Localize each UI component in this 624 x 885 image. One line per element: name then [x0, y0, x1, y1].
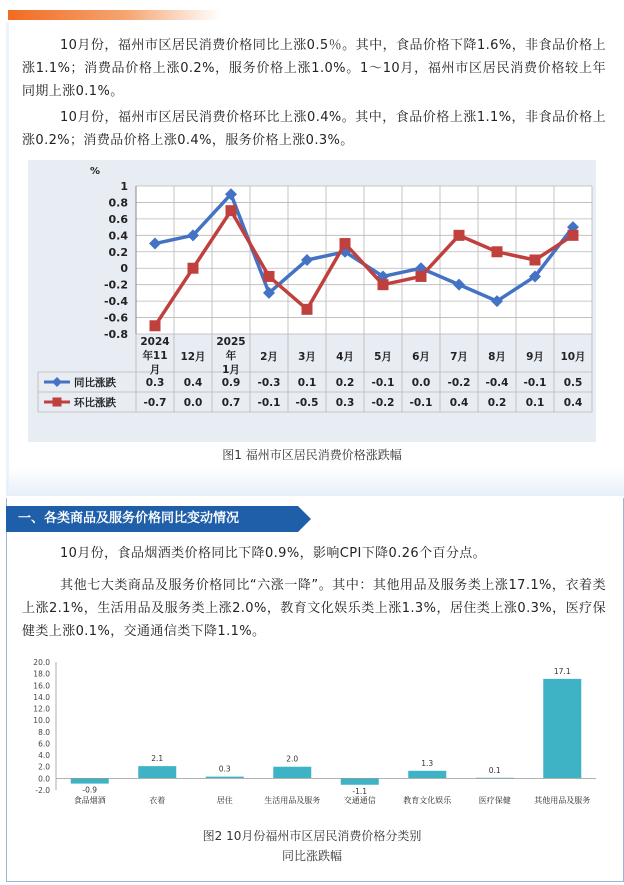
series-point-mom	[568, 230, 579, 241]
table-value: 0.5	[563, 377, 583, 389]
table-value: -0.2	[371, 397, 395, 409]
y-tick-label: 14.0	[33, 692, 50, 702]
bar	[138, 766, 176, 778]
section-header: 一、各类商品及服务价格同比变动情况	[6, 506, 298, 532]
y-tick-label: 6.0	[38, 739, 50, 749]
table-value: -0.1	[409, 397, 433, 409]
x-tick-label: 7月	[450, 351, 468, 363]
y-tick-label: 4.0	[38, 751, 50, 761]
x-tick-label: 衣着	[149, 796, 166, 805]
paragraph-mom-text: 10月份，福州市区居民消费价格环比上涨0.4%。其中，食品价格上涨1.1%，非食品价格上涨0.2%；消费品价格上涨0.4%，服务价格上涨0.3%。	[22, 110, 606, 148]
y-axis-unit: %	[90, 166, 101, 177]
bar	[408, 771, 446, 779]
y-tick-label: 0	[120, 262, 128, 276]
table-value: 0.3	[335, 397, 355, 409]
table-value: 0.4	[563, 397, 583, 409]
y-tick-label: 0.6	[108, 212, 128, 226]
y-tick-label: -0.2	[103, 278, 128, 292]
x-tick-label: 1月	[222, 364, 240, 376]
series-point-mom	[416, 271, 427, 282]
y-tick-label: 10.0	[33, 716, 50, 726]
cpi-line-chart	[28, 160, 596, 442]
bar-value-label: 0.1	[488, 765, 501, 775]
series-point-mom	[150, 320, 161, 331]
x-tick-label: 3月	[298, 351, 316, 363]
y-tick-label: 0.4	[108, 229, 128, 243]
paragraph-categories-text: 其他七大类商品及服务价格同比“六涨一降”。其中：其他用品及服务类上涨17.1%，衣着类上涨2.1%，生活用品及服务类上涨2.0%，教育文化娱乐类上涨1.3%，居住类上涨0.3%，医疗保健类上涨0.1%，交通通信类下降1.1%。	[22, 578, 606, 639]
x-tick-label: 6月	[412, 351, 430, 363]
bar-value-label: 2.0	[286, 754, 299, 764]
chart2-caption	[0, 826, 624, 866]
x-tick-label: 12月	[180, 351, 206, 363]
x-tick-label: 居住	[216, 796, 233, 805]
y-tick-label: 20.0	[33, 658, 50, 667]
table-value: -0.5	[295, 397, 319, 409]
y-tick-label: 2.0	[38, 762, 50, 772]
chart1-frame	[28, 160, 596, 442]
y-tick-label: 8.0	[38, 727, 50, 737]
table-value: 0.0	[411, 377, 431, 389]
x-tick-label: 月	[149, 364, 161, 376]
table-value: 0.4	[449, 397, 469, 409]
table-value: -0.1	[523, 377, 547, 389]
paragraph-food-text: 10月份，食品烟酒类价格同比下降0.9%，影响CPI下降0.26个百分点。	[60, 546, 487, 561]
y-tick-label: -0.8	[103, 328, 128, 341]
table-value: 0.9	[221, 377, 241, 389]
table-value: 0.3	[145, 377, 165, 389]
x-tick-label: 9月	[526, 351, 544, 363]
table-value: 0.2	[335, 377, 355, 389]
series-point-mom	[226, 205, 237, 216]
table-value: 0.1	[297, 377, 317, 389]
y-tick-label: 1	[120, 180, 128, 193]
x-tick-label: 4月	[336, 351, 354, 363]
bar	[71, 778, 109, 783]
x-tick-label: 8月	[488, 351, 506, 363]
bar-value-label: -0.9	[82, 785, 98, 795]
x-tick-label: 年11	[142, 350, 168, 362]
table-value: 0.2	[487, 397, 507, 409]
series-point-mom	[454, 230, 465, 241]
x-tick-label: 5月	[374, 351, 392, 363]
card-shadow	[6, 468, 624, 496]
y-tick-label: 0.0	[38, 774, 50, 784]
chart1-caption: 图1 福州市区居民消费价格涨跌幅	[222, 448, 402, 462]
y-tick-label: 18.0	[33, 669, 50, 679]
category-bar-chart	[22, 650, 602, 820]
table-value: 0.1	[525, 397, 545, 409]
chart2-caption-line1: 图2 10月份福州市区居民消费价格分类别	[202, 829, 422, 843]
x-tick-label: 医疗保健	[478, 796, 511, 805]
bar	[273, 767, 311, 779]
series-point-mom	[530, 255, 541, 266]
x-tick-label: 2025	[216, 336, 246, 348]
x-tick-label: 年	[225, 350, 237, 362]
bar	[341, 778, 379, 784]
x-tick-label: 交通通信	[343, 796, 376, 805]
y-tick-label: 12.0	[33, 704, 50, 714]
table-value: -0.2	[447, 377, 471, 389]
table-value: -0.1	[257, 397, 281, 409]
x-tick-label: 生活用品及服务	[264, 796, 321, 805]
x-tick-label: 食品烟酒	[73, 796, 106, 805]
x-tick-label: 2月	[260, 351, 278, 363]
table-value: -0.4	[485, 377, 509, 389]
table-value: 0.7	[221, 397, 241, 409]
legend-label: 同比涨跌	[74, 377, 116, 389]
series-point-mom	[188, 263, 199, 274]
x-tick-label: 教育文化娱乐	[403, 796, 452, 805]
y-tick-label: -0.6	[103, 311, 128, 325]
top-accent-bar	[8, 10, 220, 20]
paragraph-categories	[22, 574, 606, 643]
series-point-mom	[340, 238, 351, 249]
x-tick-label: 2024	[140, 336, 170, 348]
chart2-caption-line2: 同比涨跌幅	[281, 849, 342, 863]
legend-label: 环比涨跌	[74, 397, 116, 409]
x-tick-label: 其他用品及服务	[534, 796, 591, 805]
series-point-mom	[264, 271, 275, 282]
x-tick-label: 10月	[560, 351, 586, 363]
paragraph-food	[22, 542, 606, 565]
bar-value-label: 17.1	[553, 666, 571, 676]
legend-marker-yoy	[52, 377, 62, 387]
table-value: 0.0	[183, 397, 203, 409]
table-value: -0.1	[371, 377, 395, 389]
table-value: -0.3	[257, 377, 281, 389]
y-tick-label: -0.4	[103, 295, 128, 309]
y-tick-label: 16.0	[33, 681, 50, 691]
bar-value-label: 1.3	[421, 758, 434, 768]
bar-value-label: 2.1	[151, 754, 164, 764]
table-value: 0.4	[183, 377, 203, 389]
paragraph-yoy-text: 10月份，福州市区居民消费价格同比上涨0.5％。其中，食品价格下降1.6%，非食品价格上涨1.1%；消费品价格上涨0.2%，服务价格上涨1.0%。1～10月，福州市区居民消费价格较上年同期上涨0.1%。	[22, 38, 606, 99]
y-tick-label: 0.2	[108, 245, 128, 259]
series-point-mom	[378, 279, 389, 290]
bar	[543, 679, 581, 778]
series-point-mom	[302, 304, 313, 315]
y-tick-label: 0.8	[108, 196, 128, 210]
legend-marker-mom	[53, 398, 62, 407]
paragraph-yoy	[22, 34, 606, 103]
series-point-mom	[492, 246, 503, 257]
table-value: -0.7	[143, 397, 167, 409]
bar-value-label: -1.1	[352, 786, 368, 796]
bar-value-label: 0.3	[218, 764, 231, 774]
paragraph-mom	[22, 106, 606, 152]
y-tick-label: -2.0	[35, 786, 50, 795]
